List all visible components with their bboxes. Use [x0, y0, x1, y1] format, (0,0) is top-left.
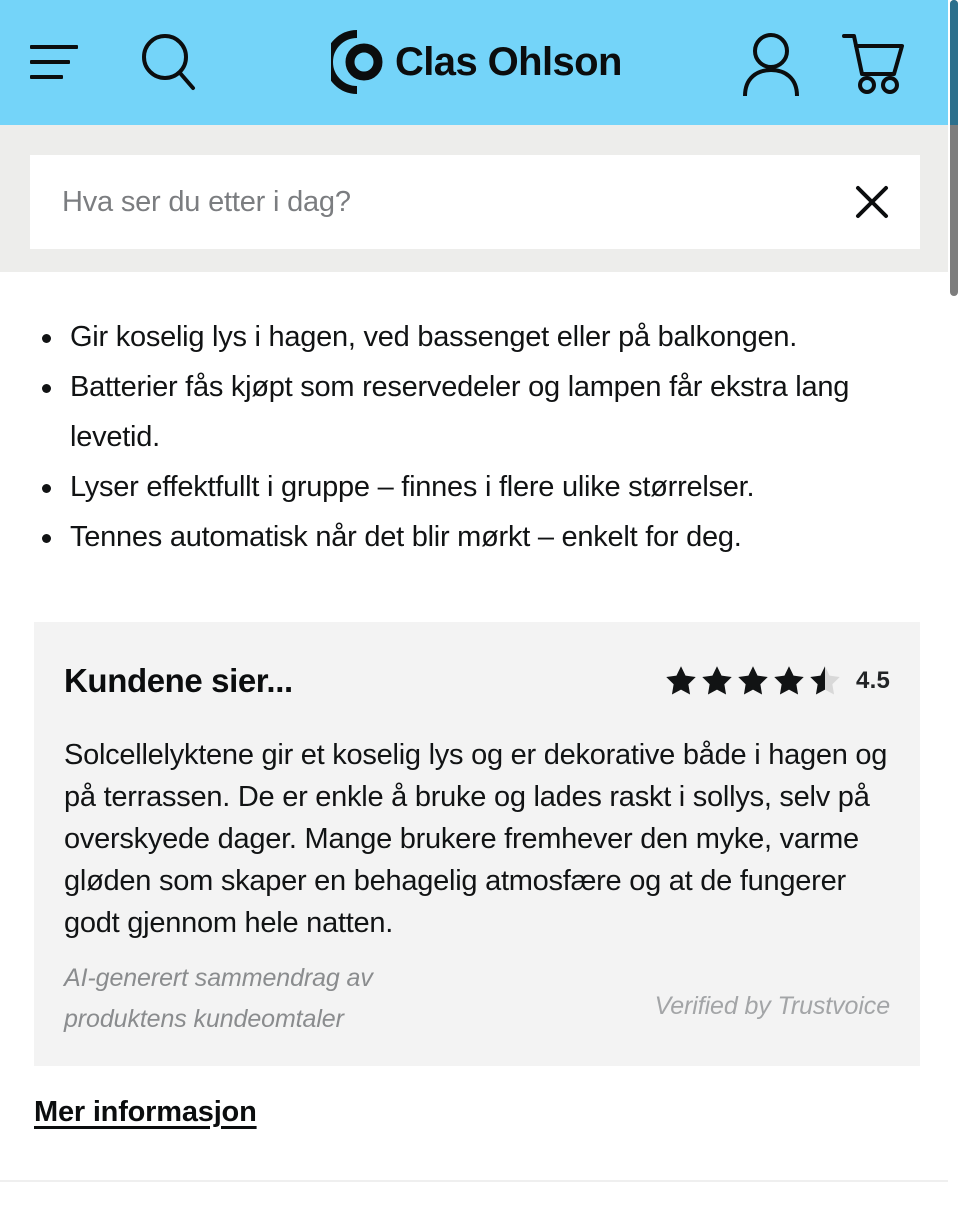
search-bar-section — [0, 125, 948, 272]
reviews-header — [64, 652, 890, 710]
main-content — [0, 272, 948, 1128]
section-divider — [0, 1180, 948, 1182]
star-icon-half — [808, 664, 842, 698]
site-header — [0, 0, 948, 125]
search-icon[interactable] — [138, 30, 198, 94]
list-item: Lyser effektfullt i gruppe – finnes i flere ulike størrelser. — [0, 462, 948, 512]
hamburger-menu-icon[interactable] — [30, 38, 82, 86]
star-icon-full — [736, 664, 770, 698]
verified-by-badge: Verified by Trustvoice — [654, 992, 890, 1020]
hamburger-line-3 — [30, 75, 63, 79]
customer-reviews-card — [34, 622, 920, 1066]
list-item: Tennes automatisk når det blir mørkt – enkelt for deg. — [0, 512, 948, 562]
page-title: Kundene sier... — [64, 662, 293, 699]
ai-generated-note: AI-generert sammendrag av produktens kundeomtaler — [64, 964, 373, 1033]
star-icon-full — [700, 664, 734, 698]
scrollbar-thumb-header-overlap — [950, 0, 958, 125]
clas-ohlson-logo-mark — [331, 29, 383, 95]
search-input-container[interactable] — [30, 155, 920, 249]
star-rating — [664, 664, 842, 698]
rating-summary — [664, 664, 890, 698]
user-account-icon[interactable] — [740, 30, 802, 96]
list-item: Batterier fås kjøpt som reservedeler og lampen får ekstra lang levetid. — [0, 362, 948, 462]
page-scrollbar[interactable] — [948, 0, 960, 1207]
more-information-link[interactable]: Mer informasjon — [34, 1096, 257, 1128]
clas-ohlson-logo[interactable] — [331, 26, 622, 98]
rating-value: 4.5 — [856, 667, 890, 694]
product-feature-list — [0, 312, 948, 562]
hamburger-line-1 — [30, 45, 78, 49]
star-icon-full — [664, 664, 698, 698]
close-x-icon[interactable] — [850, 180, 894, 224]
hamburger-line-2 — [30, 60, 70, 64]
star-icon-full — [772, 664, 806, 698]
shopping-cart-icon[interactable] — [840, 30, 906, 94]
scrollbar-thumb[interactable] — [950, 0, 958, 296]
reviews-footer — [64, 958, 890, 1040]
review-summary-text: Solcellelyktene gir et koselig lys og er dekorative både i hagen og på terrassen. De er enkle å bruke og lades raskt i sollys, selv på overskyede dager. Mange brukere fremhever den myke, varme gløden som skaper en behagelig atmosfære og at de fungerer godt gjennom hele natten. — [64, 739, 888, 939]
list-item: Gir koselig lys i hagen, ved bassenget eller på balkongen. — [0, 312, 948, 362]
logo-wordmark: Clas Ohlson — [395, 40, 622, 84]
search-input[interactable]: Hva ser du etter i dag? — [62, 185, 351, 218]
